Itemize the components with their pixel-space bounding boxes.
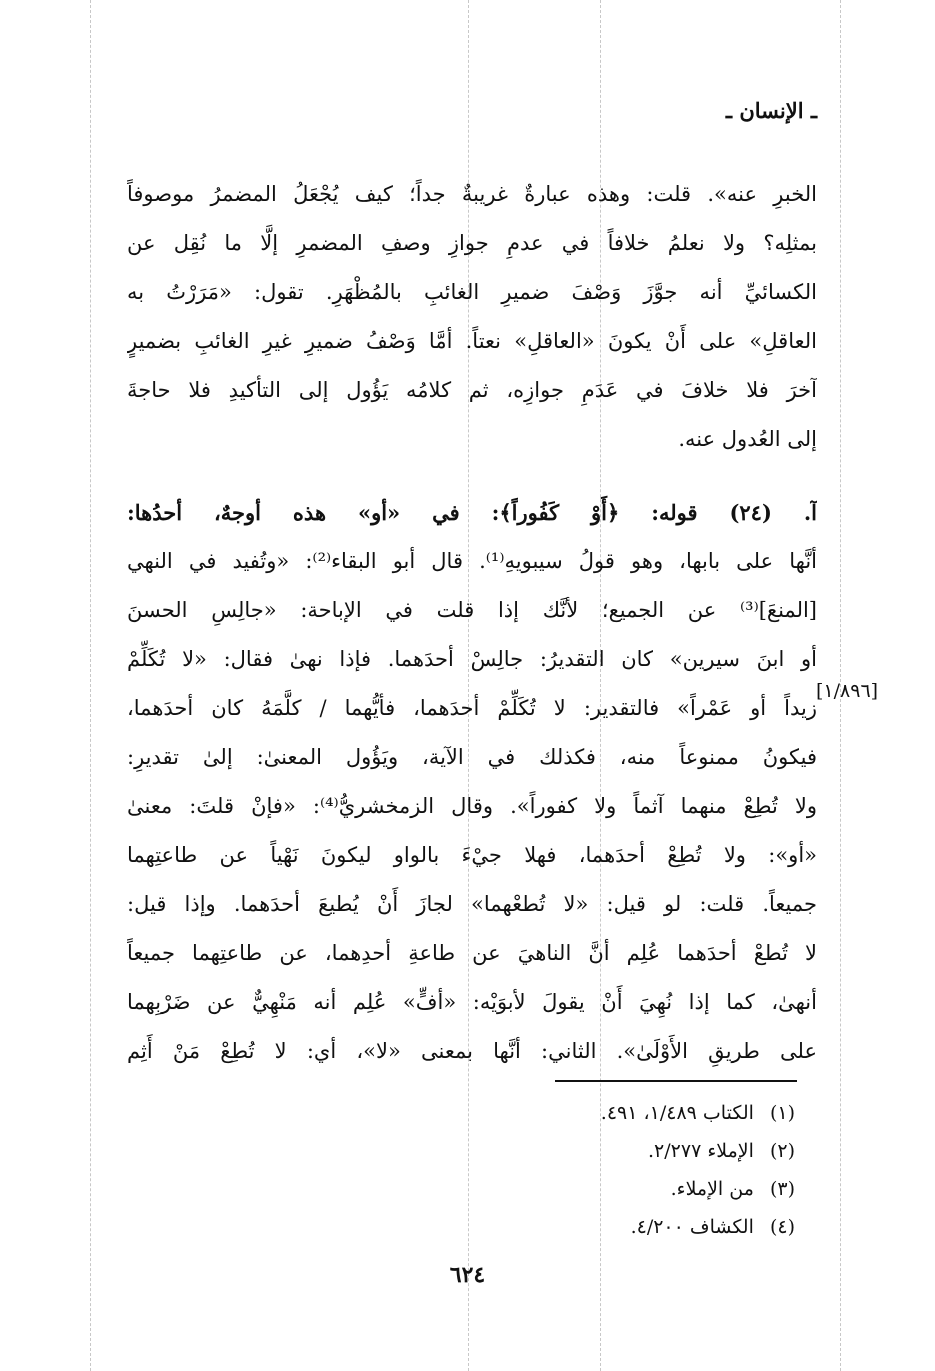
- text-line: جميعاً. قلت: لو قيل: «لا تُطعْهما» لجازَ أَنْ يُطيعَ أحدَهما. وإذا قيل:: [127, 892, 817, 916]
- text-line: الكسائيِّ أنه جوَّزَ وَصْفَ ضميرِ الغائبِ بالمُظْهَرِ. تقول: «مَرَرْتُ به: [127, 280, 817, 304]
- text-line: [المنعَ]⁽³⁾ عن الجميع؛ لأنَّك إذا قلت في الإباحة: «جالِسِ الحسنَ: [127, 598, 817, 622]
- page-number: ٦٢٤: [449, 1262, 486, 1288]
- text-line: فيكونُ ممنوعاً منه، فكذلك في الآية، ويَؤُول المعنىٰ: إلىٰ تقديرِ:: [127, 745, 817, 769]
- text-line: على طريقِ الأَوْلَىٰ». الثاني: أنَّها بمعنى «لا»، أي: لا تُطِعْ مَنْ أَثِم: [127, 1039, 817, 1063]
- footnote-divider: [555, 1080, 797, 1082]
- text-line: العاقلِ» على أَنْ يكونَ «العاقلِ» نعتاً. أمَّا وَصْفُ ضميرِ غيرِ الغائبِ بضميرٍ: [127, 329, 817, 353]
- text-line: ولا تُطِعْ منهما آثماً ولا كفوراً». وقال الزمخشريُّ⁽⁴⁾: «فإنْ قلتَ: معنىٰ: [127, 794, 817, 818]
- running-header: ـ الإنسان ـ: [725, 98, 817, 123]
- text-line: آخرَ فلا خلافَ في عَدَمِ جوازِه، ثم كلامُه يَؤُول إلى التأكيدِ فلا حاجةَ: [127, 378, 817, 402]
- text-line: الخبرِ عنه». قلت: وهذه عبارةٌ غريبةٌ جداً؛ كيف يُجْعَلُ المضمرُ موصوفاً: [127, 182, 817, 206]
- footnote: [601, 1208, 795, 1246]
- text-line: زيداً أو عَمْراً» فالتقدير: لا تُكَلِّمْ أحدَهما، فأيُّهما / كلَّمَهُ كان أحدَهما،: [127, 696, 817, 720]
- paragraph-1: [127, 170, 817, 464]
- footnote: [601, 1094, 795, 1132]
- footnotes: [601, 1094, 795, 1246]
- text-line: لا تُطعْ أحدَهما عُلِم أنَّ الناهيَ عن طاعةِ أحدِهما، عن طاعتِهما جميعاً: [127, 941, 817, 965]
- footnote-text: الإملاء ٢/٢٧٧.: [648, 1140, 754, 1162]
- paragraph-2: [127, 488, 817, 1076]
- text-line: أنهىٰ، كما إذا نُهِيَ أَنْ يقولَ لأبوَيْه: «أفٍّ» عُلِم أنه مَنْهِيٌّ عن ضَرْبِهما: [127, 990, 817, 1014]
- scan-guide-line: [90, 0, 91, 1371]
- footnote-text: الكتاب ١/٤٨٩، ٤٩١.: [600, 1102, 754, 1124]
- margin-page-reference: [١/٨٩٦]: [816, 680, 879, 702]
- footnote-number: (٢): [769, 1140, 795, 1162]
- footnote-number: (٤): [769, 1216, 795, 1238]
- text-line: أنَّها على بابها، وهو قولُ سيبويهِ⁽¹⁾. قال أبو البقاء⁽²⁾: «وتُفيد في النهي: [127, 549, 817, 573]
- text-line: أو ابنَ سيرين» كان التقديرُ: جالِسْ أحدَهما. فإذا نهىٰ فقال: «لا تُكَلِّمْ: [127, 647, 817, 671]
- text-line: بمثلِه؟ ولا نعلمُ خلافاً في عدمِ جوازِ وصفِ المضمرِ إلَّا ما نُقِل عن: [127, 231, 817, 255]
- footnote: [601, 1170, 795, 1208]
- text-line: «أو»: ولا تُطِعْ أحدَهما، فهلا جيْءَ بالواو ليكونَ نَهْياً عن طاعتِهما: [127, 843, 817, 867]
- verse-heading-line: آ. (٢٤) قوله: ﴿أَوْ كَفُوراً﴾: في «أو» هذه أوجهٌ، أحدُها:: [127, 500, 817, 525]
- footnote-text: الكشاف ٤/٢٠٠.: [630, 1216, 754, 1238]
- footnote-number: (٣): [769, 1178, 795, 1200]
- text-line: إلى العُدول عنه.: [678, 427, 817, 451]
- footnote: [601, 1132, 795, 1170]
- footnote-number: (١): [769, 1102, 795, 1124]
- footnote-text: من الإملاء.: [670, 1178, 754, 1200]
